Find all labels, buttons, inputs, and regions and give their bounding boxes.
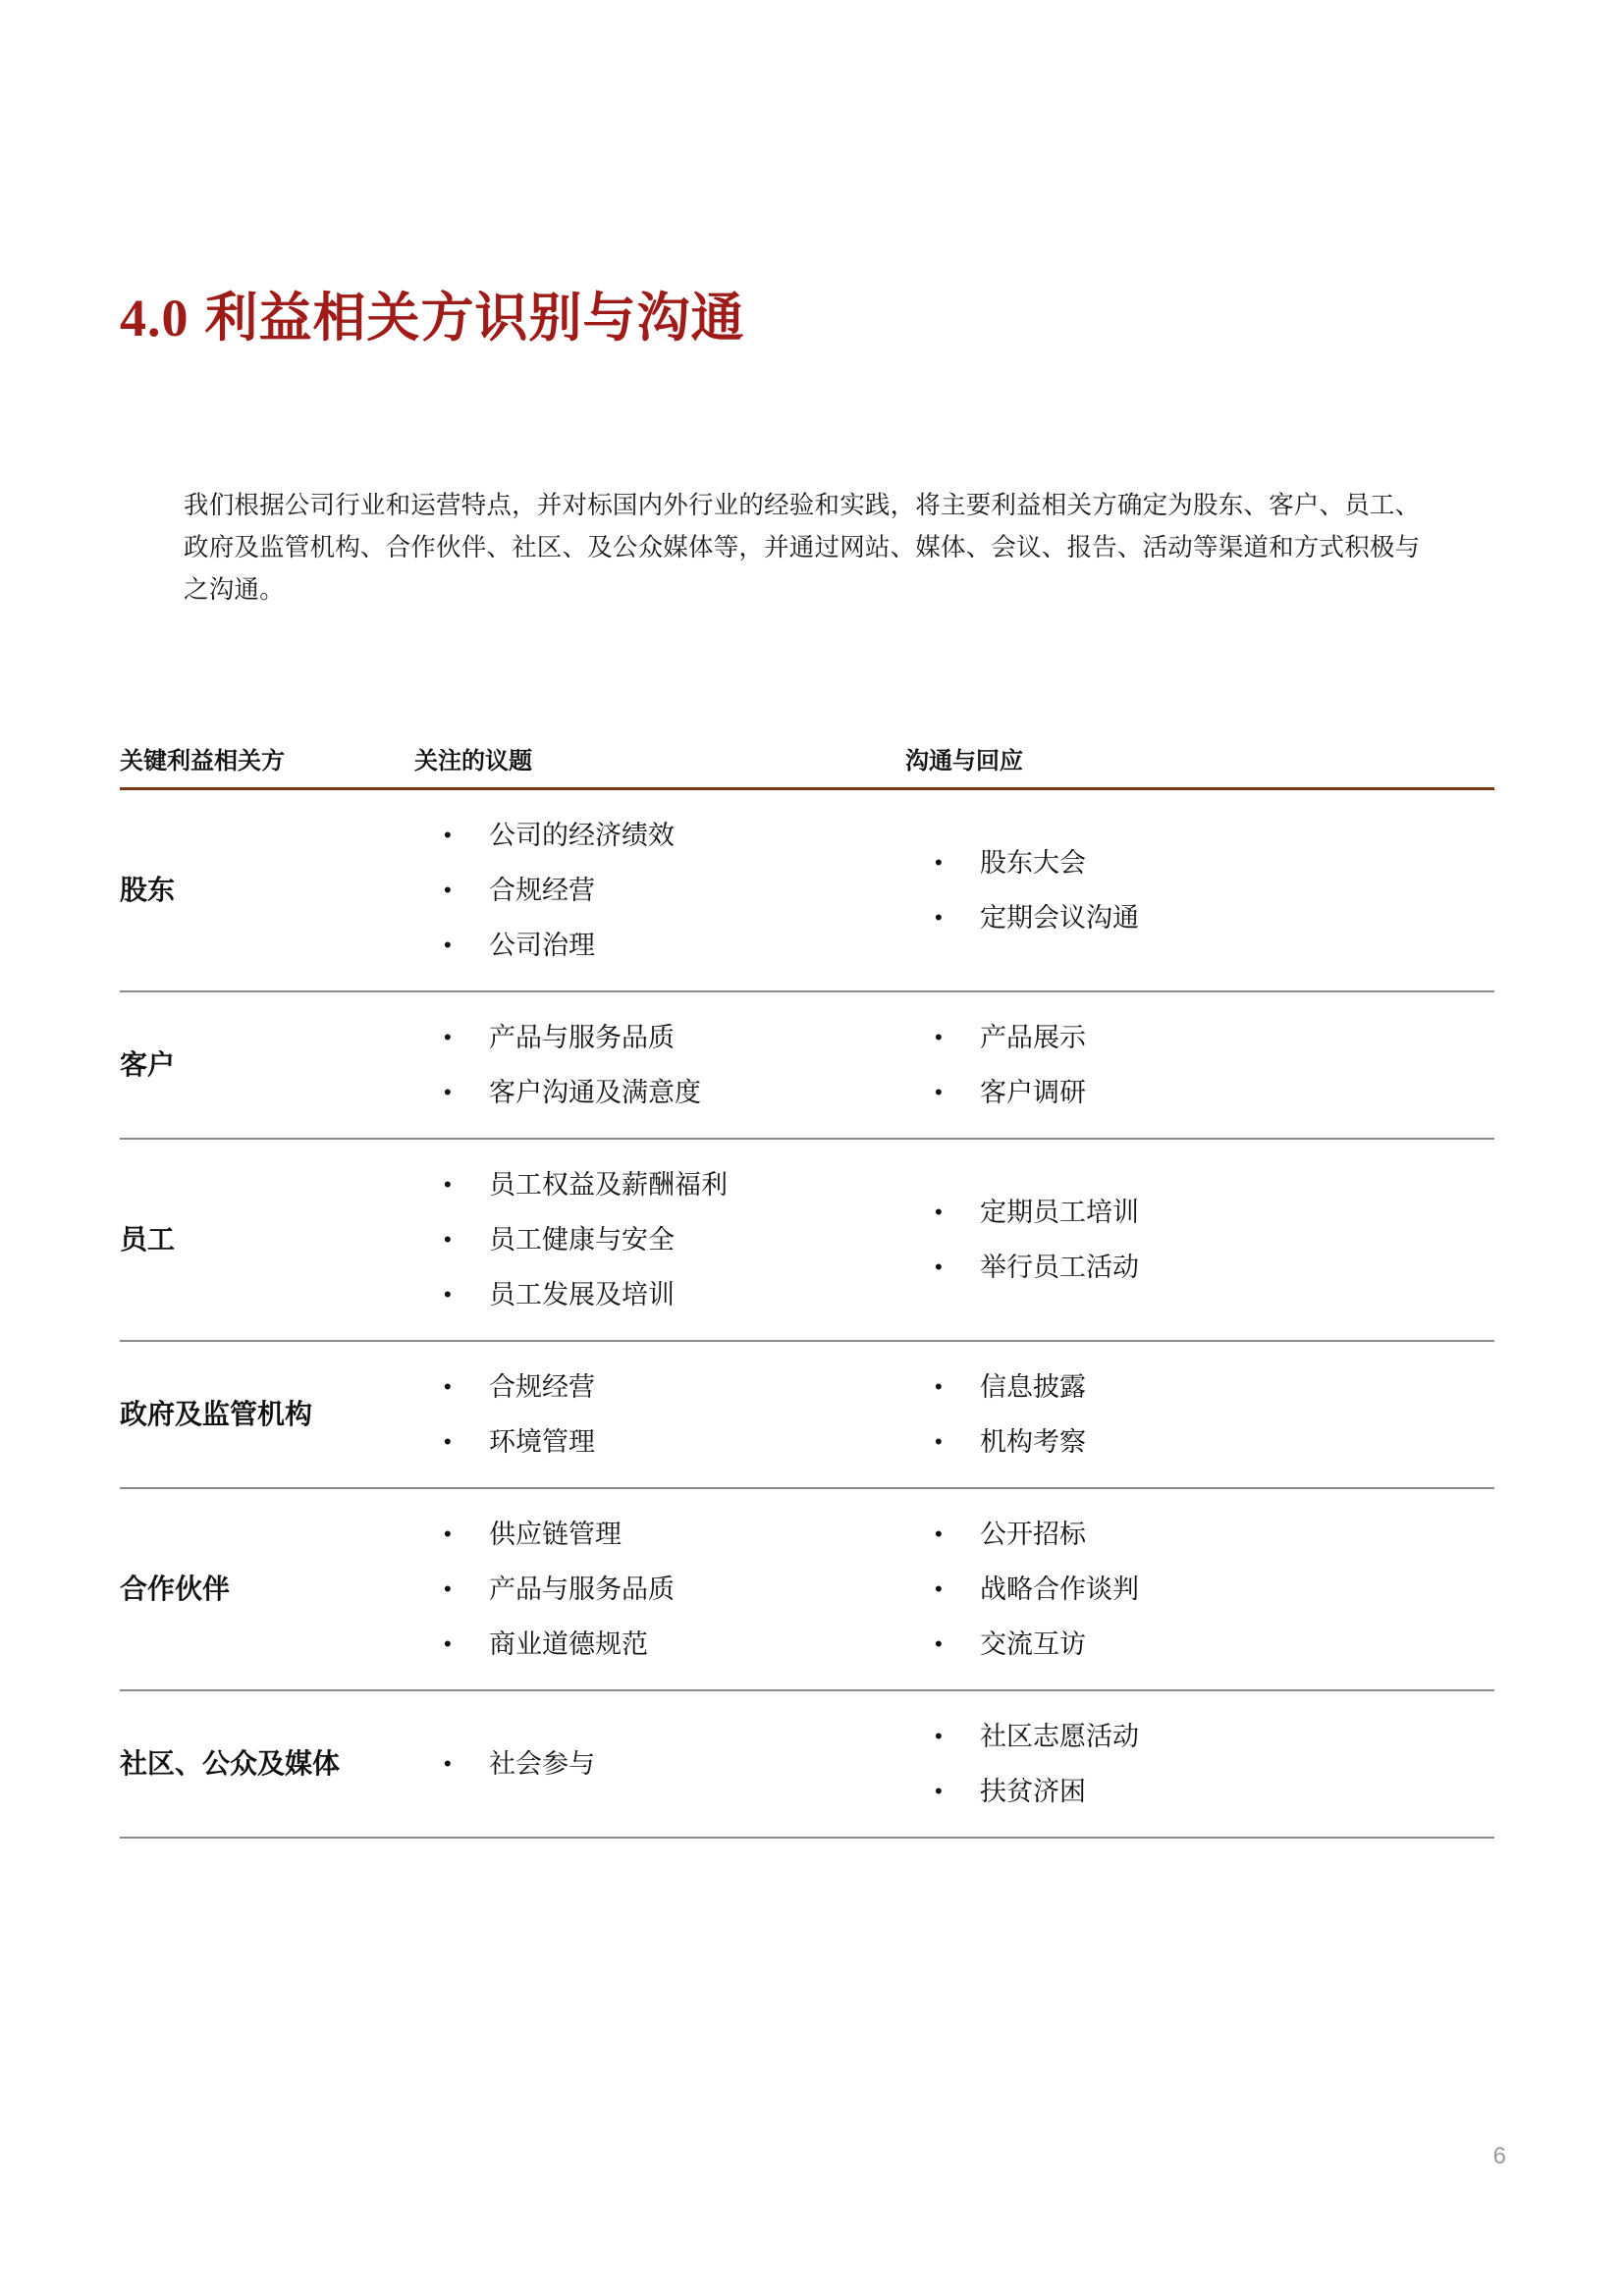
response-list bbox=[905, 1507, 1494, 1672]
list-item: • 公司的经济绩效 bbox=[414, 808, 905, 863]
list-item: • 公开招标 bbox=[905, 1507, 1494, 1562]
column-header-responses: 沟通与回应 bbox=[905, 748, 1023, 774]
issue-list bbox=[414, 1507, 905, 1672]
table-row bbox=[120, 1488, 1494, 1690]
list-item: • 产品展示 bbox=[905, 1010, 1494, 1065]
row-issues bbox=[414, 789, 905, 992]
intro-paragraph: 我们根据公司行业和运营特点，并对标国内外行业的经验和实践，将主要利益相关方确定为股东、客户、员工、政府及监管机构、合作伙伴、社区、及公众媒体等，并通过网站、媒体、会议、报告、活动等渠道和方式积极与之沟通。 bbox=[184, 491, 1421, 604]
column-header-party: 关键利益相关方 bbox=[120, 748, 285, 774]
row-party: 客户 bbox=[120, 1049, 176, 1080]
issue-list bbox=[414, 1157, 905, 1322]
list-item: • 举行员工活动 bbox=[905, 1240, 1494, 1295]
list-item: • 产品与服务品质 bbox=[414, 1010, 905, 1065]
issue-list bbox=[414, 1010, 905, 1120]
list-item: • 公司治理 bbox=[414, 918, 905, 973]
list-item: • 信息披露 bbox=[905, 1360, 1494, 1415]
list-item: • 供应链管理 bbox=[414, 1507, 905, 1562]
issue-list bbox=[414, 808, 905, 973]
response-list bbox=[905, 1360, 1494, 1469]
list-item: • 社会参与 bbox=[414, 1736, 905, 1791]
table-row bbox=[120, 1139, 1494, 1341]
stakeholder-table-wrapper bbox=[120, 741, 1494, 1839]
row-party: 社区、公众及媒体 bbox=[120, 1748, 341, 1779]
table-row bbox=[120, 1341, 1494, 1488]
list-item: • 环境管理 bbox=[414, 1415, 905, 1469]
table-row bbox=[120, 991, 1494, 1139]
list-item: • 交流互访 bbox=[905, 1617, 1494, 1672]
row-issues bbox=[414, 1139, 905, 1341]
row-responses bbox=[905, 1690, 1494, 1838]
column-header-issues: 关注的议题 bbox=[414, 748, 532, 774]
section-title: 利益相关方识别与沟通 bbox=[204, 289, 745, 348]
list-item: • 客户沟通及满意度 bbox=[414, 1065, 905, 1120]
response-list bbox=[905, 1010, 1494, 1120]
page-title bbox=[120, 276, 745, 351]
list-item: • 战略合作谈判 bbox=[905, 1562, 1494, 1617]
stakeholder-table bbox=[120, 741, 1494, 1839]
list-item: • 机构考察 bbox=[905, 1415, 1494, 1469]
list-item: • 合规经营 bbox=[414, 863, 905, 918]
list-item: • 员工权益及薪酬福利 bbox=[414, 1157, 905, 1212]
response-list bbox=[905, 835, 1494, 945]
table-row bbox=[120, 789, 1494, 992]
row-party: 合作伙伴 bbox=[120, 1574, 231, 1604]
issue-list bbox=[414, 1360, 905, 1469]
list-item: • 扶贫济困 bbox=[905, 1764, 1494, 1819]
list-item: • 产品与服务品质 bbox=[414, 1562, 905, 1617]
list-item: • 合规经营 bbox=[414, 1360, 905, 1415]
row-issues bbox=[414, 1341, 905, 1488]
row-party: 政府及监管机构 bbox=[120, 1399, 313, 1429]
row-responses bbox=[905, 789, 1494, 992]
list-item: • 商业道德规范 bbox=[414, 1617, 905, 1672]
row-responses bbox=[905, 1488, 1494, 1690]
row-party: 员工 bbox=[120, 1224, 176, 1255]
table-header bbox=[120, 741, 1494, 789]
list-item: • 客户调研 bbox=[905, 1065, 1494, 1120]
list-item: • 员工发展及培训 bbox=[414, 1267, 905, 1322]
row-responses bbox=[905, 1341, 1494, 1488]
row-issues bbox=[414, 1690, 905, 1838]
row-responses bbox=[905, 991, 1494, 1139]
table-row bbox=[120, 1690, 1494, 1838]
table-body bbox=[120, 789, 1494, 1839]
list-item: • 股东大会 bbox=[905, 835, 1494, 890]
list-item: • 定期员工培训 bbox=[905, 1185, 1494, 1240]
row-issues bbox=[414, 1488, 905, 1690]
section-number: 4.0 bbox=[120, 289, 189, 348]
list-item: • 定期会议沟通 bbox=[905, 890, 1494, 945]
row-issues bbox=[414, 991, 905, 1139]
issue-list bbox=[414, 1736, 905, 1791]
list-item: • 员工健康与安全 bbox=[414, 1212, 905, 1267]
row-responses bbox=[905, 1139, 1494, 1341]
list-item: • 社区志愿活动 bbox=[905, 1709, 1494, 1764]
response-list bbox=[905, 1709, 1494, 1819]
table-header-row bbox=[120, 741, 1494, 789]
page-number: 6 bbox=[1492, 2143, 1506, 2169]
response-list bbox=[905, 1185, 1494, 1295]
row-party: 股东 bbox=[120, 875, 176, 905]
